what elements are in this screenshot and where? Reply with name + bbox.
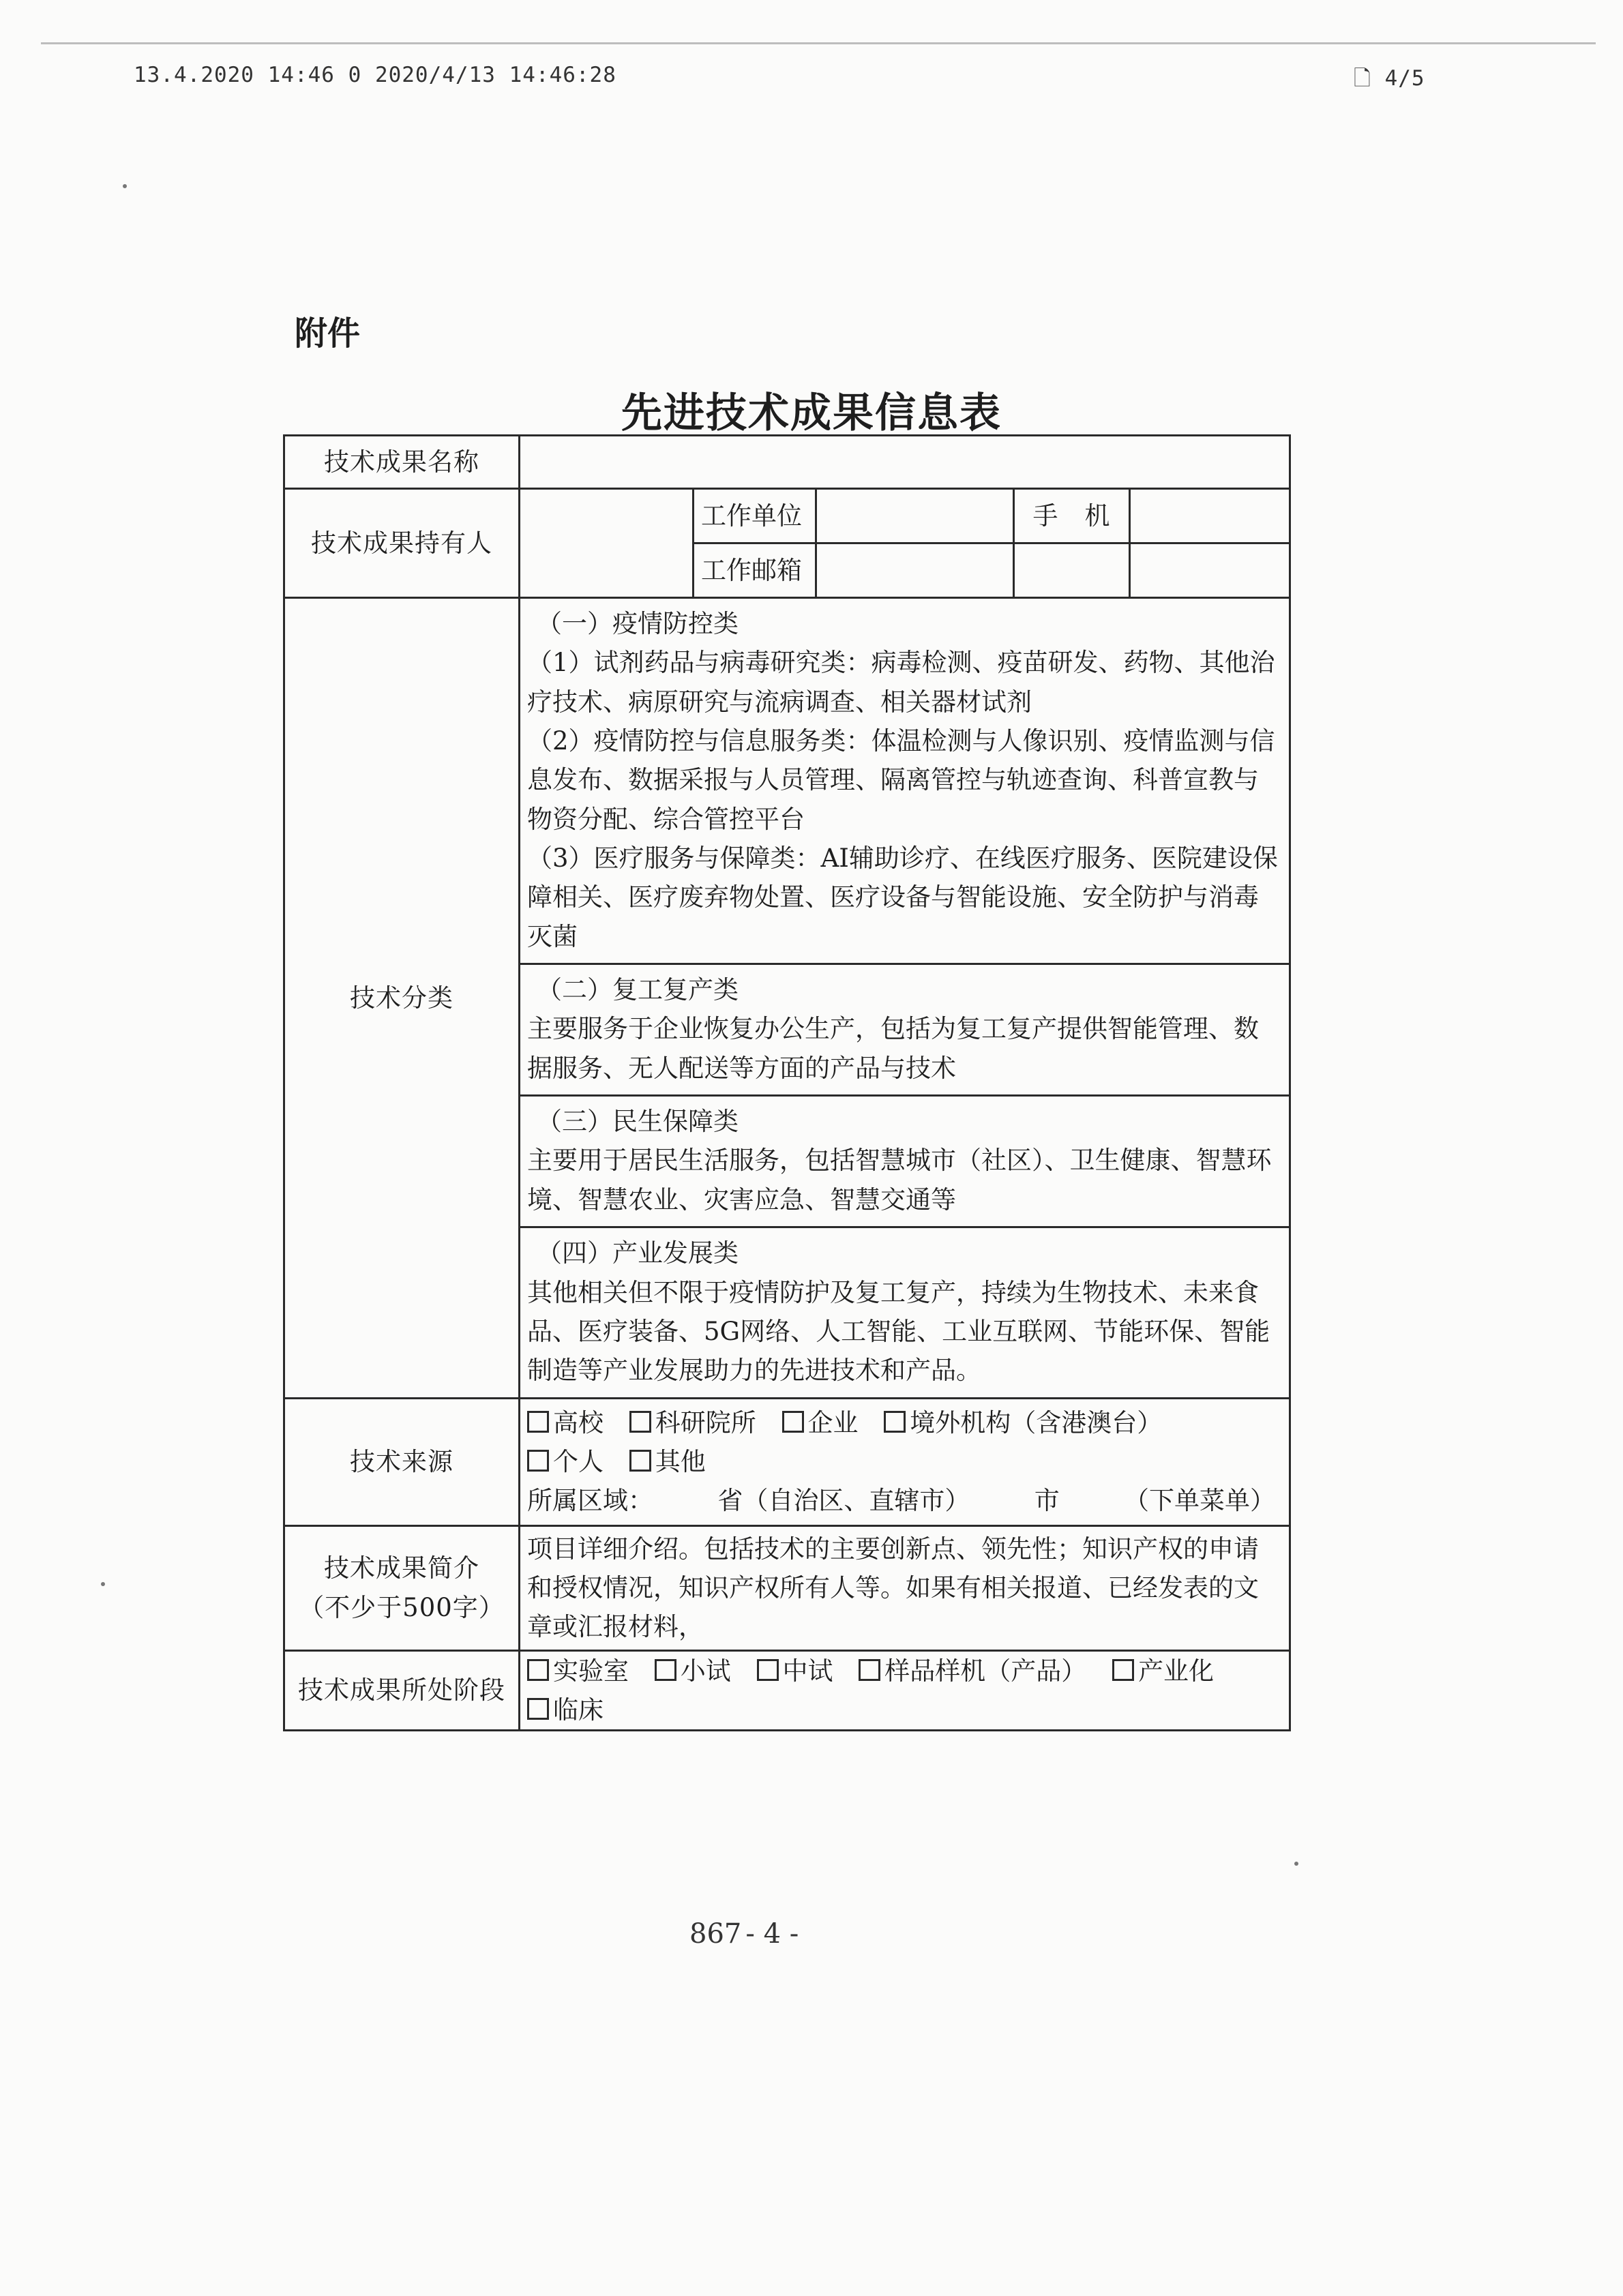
source-option-institute[interactable]: 科研院所 <box>629 1403 756 1442</box>
stage-option-clinical[interactable]: 临床 <box>527 1690 604 1729</box>
source-option-enterprise[interactable]: 企业 <box>782 1403 859 1442</box>
source-options <box>527 1403 1282 1482</box>
row-intro <box>284 1525 1290 1650</box>
source-option-individual[interactable]: 个人 <box>527 1442 604 1481</box>
category-1-item-3: （3）医疗服务与保障类：AI辅助诊疗、在线医疗服务、医院建设保障相关、医疗废弃物处置、医疗设备与智能设施、安全防护与消毒灭菌 <box>527 844 1278 951</box>
checkbox-icon <box>527 1659 549 1681</box>
row-stage <box>284 1650 1290 1731</box>
checkbox-icon <box>527 1698 549 1720</box>
intro-label <box>284 1525 520 1650</box>
intro-label-line-1: 技术成果简介 <box>324 1553 479 1583</box>
stage-label: 技术成果所处阶段 <box>284 1650 520 1731</box>
category-section-4 <box>520 1228 1289 1397</box>
attachment-label: 附件 <box>295 314 361 353</box>
intro-label-line-2: （不少于500字） <box>299 1592 505 1622</box>
checkbox-icon <box>884 1411 906 1433</box>
category-1-title: （一）疫情防控类 <box>537 609 739 638</box>
page-number <box>685 1906 799 1952</box>
phone-label: 手 机 <box>1014 489 1130 543</box>
fax-page-indicator: 🗋 4/5 <box>1354 66 1425 91</box>
checkbox-icon <box>629 1411 651 1433</box>
category-4-title: （四）产业发展类 <box>537 1238 739 1268</box>
fax-timestamp: 13.4.2020 14:46 0 2020/4/13 14:46:28 <box>134 63 616 87</box>
row-category <box>284 598 1290 1399</box>
intro-field[interactable]: 项目详细介绍。包括技术的主要创新点、领先性；知识产权的申请和授权情况，知识产权所有人等。如果有相关报道、已经发表的文章或汇报材料， <box>520 1525 1290 1650</box>
name-label: 技术成果名称 <box>284 436 520 489</box>
checkbox-icon <box>757 1659 779 1681</box>
work-unit-field[interactable] <box>816 489 1014 543</box>
fax-header-rule <box>41 42 1596 44</box>
category-section-3 <box>520 1097 1289 1228</box>
region-dropdown-hint: （下单菜单） <box>1124 1486 1276 1516</box>
category-2-desc: 主要服务于企业恢复办公生产，包括为复工复产提供智能管理、数据服务、无人配送等方面的产品与技术 <box>527 1014 1259 1083</box>
stage-option-pilot-small[interactable]: 小试 <box>655 1652 731 1690</box>
row-holder-1 <box>284 489 1290 543</box>
category-cell <box>520 598 1290 1399</box>
stage-option-industrial[interactable]: 产业化 <box>1112 1652 1214 1690</box>
checkbox-icon <box>629 1450 651 1472</box>
category-2-title: （二）复工复产类 <box>537 975 739 1005</box>
scan-speck <box>101 1582 105 1586</box>
info-table <box>283 434 1291 1731</box>
checkbox-icon <box>655 1659 676 1681</box>
source-option-university[interactable]: 高校 <box>527 1403 604 1442</box>
scan-speck <box>123 184 127 188</box>
region-province[interactable]: 省（自治区、直辖市） <box>717 1486 970 1516</box>
holder-field[interactable] <box>520 489 694 598</box>
stage-options <box>520 1650 1290 1731</box>
checkbox-icon <box>527 1450 549 1472</box>
work-email-field[interactable] <box>816 543 1014 598</box>
scan-speck <box>1294 1862 1298 1866</box>
checkbox-icon <box>527 1411 549 1433</box>
stage-option-prototype[interactable]: 样品样机（产品） <box>859 1652 1086 1690</box>
holder-label: 技术成果持有人 <box>284 489 520 598</box>
stage-option-lab[interactable]: 实验室 <box>527 1652 629 1690</box>
stage-option-pilot-mid[interactable]: 中试 <box>757 1652 833 1690</box>
checkbox-icon <box>1112 1659 1134 1681</box>
row-name <box>284 436 1290 489</box>
info-form <box>283 434 1289 1731</box>
region-label: 所属区域： <box>527 1486 653 1516</box>
category-1-item-1: （1）试剂药品与病毒研究类：病毒检测、疫苗研发、药物、其他治疗技术、病原研究与流病调查、相关器材试剂 <box>527 648 1275 717</box>
handwritten-number: 867 <box>689 1918 742 1950</box>
category-3-title: （三）民生保障类 <box>537 1107 739 1137</box>
category-3-desc: 主要用于居民生活服务，包括智慧城市（社区）、卫生健康、智慧环境、智慧农业、灾害应急、智慧交通等 <box>527 1146 1272 1214</box>
blank-cell <box>1130 543 1290 598</box>
category-section-1 <box>520 599 1289 965</box>
row-source <box>284 1398 1290 1525</box>
source-option-other[interactable]: 其他 <box>629 1442 706 1481</box>
work-email-label: 工作邮箱 <box>694 543 816 598</box>
category-1-item-2: （2）疫情防控与信息服务类：体温检测与人像识别、疫情监测与信息发布、数据采报与人员管理、隔离管控与轨迹查询、科普宣教与物资分配、综合管控平台 <box>527 726 1275 834</box>
page-title: 先进技术成果信息表 <box>621 389 1002 437</box>
name-field[interactable] <box>520 436 1290 489</box>
region-city[interactable]: 市 <box>1034 1486 1060 1516</box>
category-label: 技术分类 <box>284 598 520 1399</box>
source-cell <box>520 1398 1290 1525</box>
phone-field[interactable] <box>1130 489 1290 543</box>
category-4-desc: 其他相关但不限于疫情防护及复工复产，持续为生物技术、未来食品、医疗装备、5G网络、人工智能、工业互联网、节能环保、智能制造等产业发展助力的先进技术和产品。 <box>527 1277 1270 1386</box>
work-unit-label: 工作单位 <box>694 489 816 543</box>
source-label: 技术来源 <box>284 1398 520 1525</box>
category-section-2 <box>520 965 1289 1097</box>
printed-page-number: - 4 - <box>745 1918 799 1950</box>
region-line <box>527 1481 1282 1520</box>
source-option-overseas[interactable]: 境外机构（含港澳台） <box>884 1403 1162 1442</box>
checkbox-icon <box>859 1659 880 1681</box>
checkbox-icon <box>782 1411 804 1433</box>
blank-cell <box>1014 543 1130 598</box>
